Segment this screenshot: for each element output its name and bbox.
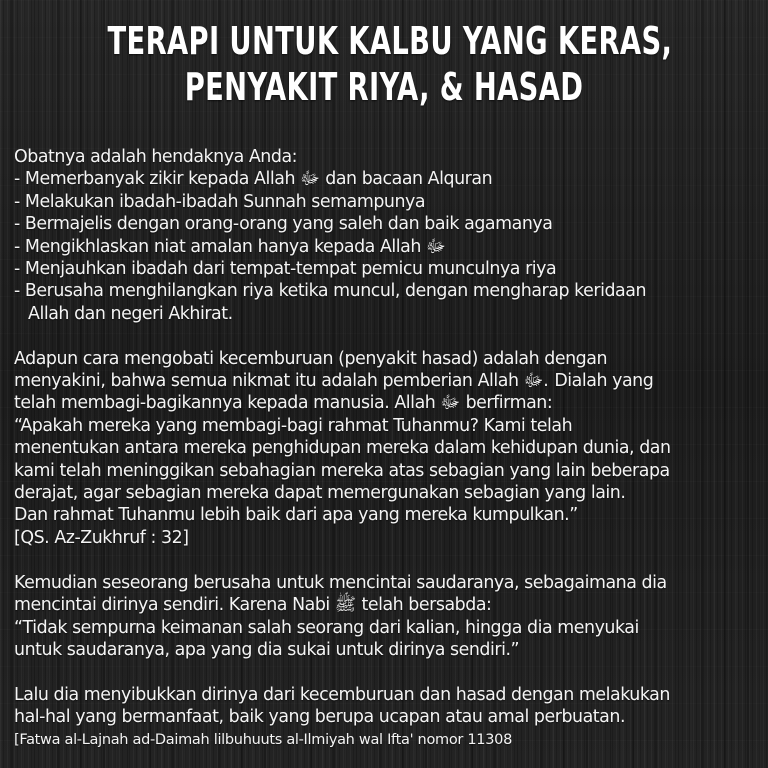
quran-quote-line: derajat, agar sebagian mereka dapat memergunakan sebagian yang lain. (14, 483, 626, 504)
remedy-item: - Melakukan ibadah-ibadah Sunnah semampunya (14, 191, 426, 212)
article-body (14, 146, 768, 751)
page-title (107, 18, 673, 110)
title-line-1: TERAPI UNTUK KALBU YANG KERAS, (107, 19, 673, 63)
paragraph-line: Kemudian seseorang berusaha untuk mencintai saudaranya, sebagaimana dia (14, 572, 667, 593)
quran-quote-line: Dan rahmat Tuhanmu lebih baik dari apa yang mereka kumpulkan.” (14, 505, 578, 526)
paragraph-line: hal-hal yang bermanfaat, baik yang berupa ucapan atau amal perbuatan. (14, 707, 626, 728)
remedy-item: - Menjauhkan ibadah dari tempat-tempat pemicu munculnya riya (14, 259, 557, 280)
paragraph-line: telah membagi-bagikannya kepada manusia. Allah ﷻ berfirman: (14, 393, 553, 414)
paragraph-line: mencintai dirinya sendiri. Karena Nabi ﷺ telah bersabda: (14, 595, 492, 616)
paragraph-spacer (14, 325, 768, 347)
quran-quote-line: “Apakah mereka yang membagi-bagi rahmat Tuhanmu? Kami telah (14, 415, 573, 436)
hadith-quote-line: untuk saudaranya, apa yang dia sukai untuk dirinya sendiri.” (14, 639, 520, 660)
hasad-remedy-paragraph (14, 348, 768, 550)
quran-quote-line: kami telah meninggikan sebahagian mereka atas sebagian yang lain beberapa (14, 460, 670, 481)
quran-reference: [QS. Az-Zukhruf : 32] (14, 527, 189, 548)
hadith-quote-line: “Tidak sempurna keimanan salah seorang dari kalian, hingga dia menyukai (14, 617, 639, 638)
paragraph-spacer (14, 549, 768, 571)
remedy-item: - Berusaha menghilangkan riya ketika muncul, dengan mengharap keridaan (14, 281, 647, 302)
remedy-list-section (14, 146, 768, 325)
quran-quote-line: menentukan antara mereka penghidupan mereka dalam kehidupan dunia, dan (14, 438, 671, 459)
brotherly-love-paragraph (14, 572, 768, 662)
fatwa-source-citation: [Fatwa al-Lajnah ad-Daimah lilbuhuuts al-Ilmiyah wal Ifta' nomor 11308 (14, 731, 513, 748)
remedy-item-continuation: Allah dan negeri Akhirat. (28, 303, 233, 324)
paragraph-spacer (14, 661, 768, 683)
paragraph-line: Lalu dia menyibukkan dirinya dari kecemburuan dan hasad dengan melakukan (14, 684, 670, 705)
remedy-item: - Bermajelis dengan orang-orang yang saleh dan baik agamanya (14, 214, 553, 235)
title-line-2: PENYAKIT RIYA, & HASAD (184, 65, 584, 109)
paragraph-line: Adapun cara mengobati kecemburuan (penyakit hasad) adalah dengan (14, 348, 608, 369)
remedy-item: - Mengikhlaskan niat amalan hanya kepada Allah ﷻ (14, 236, 446, 257)
closing-paragraph (14, 684, 768, 751)
paragraph-line: menyakini, bahwa semua nikmat itu adalah pemberian Allah ﷻ. Dialah yang (14, 371, 654, 392)
remedy-intro: Obatnya adalah hendaknya Anda: (14, 147, 298, 167)
remedy-item: - Memerbanyak zikir kepada Allah ﷻ dan bacaan Alquran (14, 169, 493, 190)
